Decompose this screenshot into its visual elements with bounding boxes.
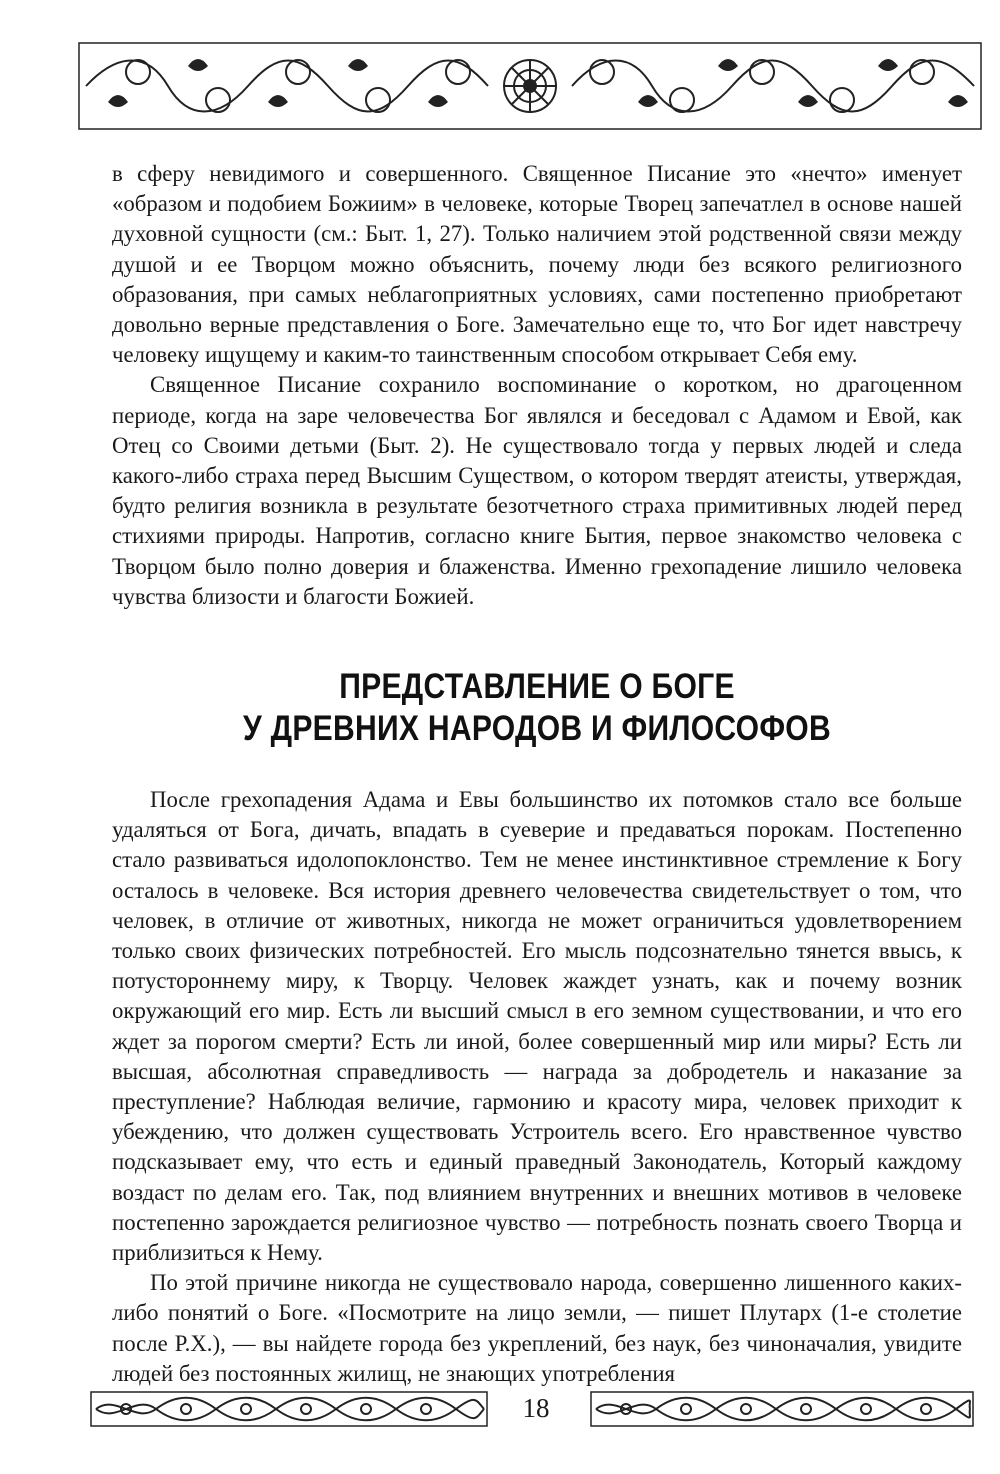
- heading-line: У ДРЕВНИХ НАРОДОВ И ФИЛОСОФОВ: [243, 709, 831, 748]
- interlace-ornament-icon: [90, 1388, 488, 1430]
- interlace-ornament-icon: [590, 1388, 974, 1430]
- paragraph: в сферу невидимого и совершенного. Священное Писание это «нечто» именует «образом и подобием Божиим» в человеке, которые Творец запечатлел в основе нашей духовной сущности (см.: Быт. 1, 27). Только наличием этой родственной связи между душой и ее Творцом можно объяснить, почему люди без всякого религиозного образования, при самых неблагоприятных условиях, сами постепенно приобретают довольно верные представления о Боге. Замечательно еще то, что Бог идет навстречу человеку ищущему и каким-то таинственным способом открывает Себя ему.: [112, 161, 962, 368]
- floral-vine-ornament-icon: [78, 42, 982, 130]
- paragraph: Священное Писание сохранило воспоминание о коротком, но драгоценном периоде, когда на заре человечества Бог являлся и беседовал с Адамом и Евой, как Отец со Своими детьми (Быт. 2). Не существовало тогда у первых людей и следа какого-либо страха перед Высшим Существом, о котором твердят атеисты, утверждая, будто религия возникла в результате безотчетного страха примитивных людей перед стихиями природы. Напротив, согласно книге Бытия, первое знакомство человека с Творцом было полно доверия и блаженства. Именно грехопадение лишило человека чувства близости и благости Божией.: [112, 372, 962, 609]
- heading-line: ПРЕДСТАВЛЕНИЕ О БОГЕ: [339, 667, 735, 706]
- paragraph: По этой причине никогда не существовало народа, совершенно лишенного каких-либо понятий о Боге. «Посмотрите на лицо земли, — пишет Плутарх (1-е столетие после Р.Х.), — вы найдете города без укреплений, без наук, без чиноначалия, увидите людей без постоянных жилищ, не знающих употребления: [112, 1270, 962, 1386]
- paragraph: После грехопадения Адама и Евы большинство их потомков стало все больше удаляться от Бога, дичать, впадать в суеверие и предаваться порокам. Постепенно стало развиваться идолопоклонство. Тем не менее инстинктивное стремление к Богу осталось в человеке. Вся история древнего человечества свидетельствует о том, что человек, в отличие от животных, никогда не может ограничиться удовлетворением только своих физических потребностей. Его мысль подсознательно тянется ввысь, к потустороннему миру, к Творцу. Человек жаждет узнать, как и почему возник окружающий его мир. Есть ли высший смысл в его земном существовании, и что его ждет за порогом смерти? Есть ли иной, более совершенный мир или миры? Есть ли высшая, абсолютная справедливость — награда за добродетель и наказание за преступление? Наблюдая величие, гармонию и красоту мира, человек приходит к убеждению, что должен существовать Устроитель всего. Его нравственное чувство подсказывает ему, что есть и единый праведный Законодатель, Который каждому воздаст по делам его. Так, под влиянием внутренних и внешних мотивов в человеке постепенно зарождается религиозное чувство — потребность познать своего Творца и приблизиться к Нему.: [112, 787, 962, 1266]
- body-text-upper: [112, 159, 962, 612]
- page-number: 18: [522, 1393, 550, 1423]
- section-heading: [172, 666, 903, 750]
- body-text-lower: [112, 785, 962, 1389]
